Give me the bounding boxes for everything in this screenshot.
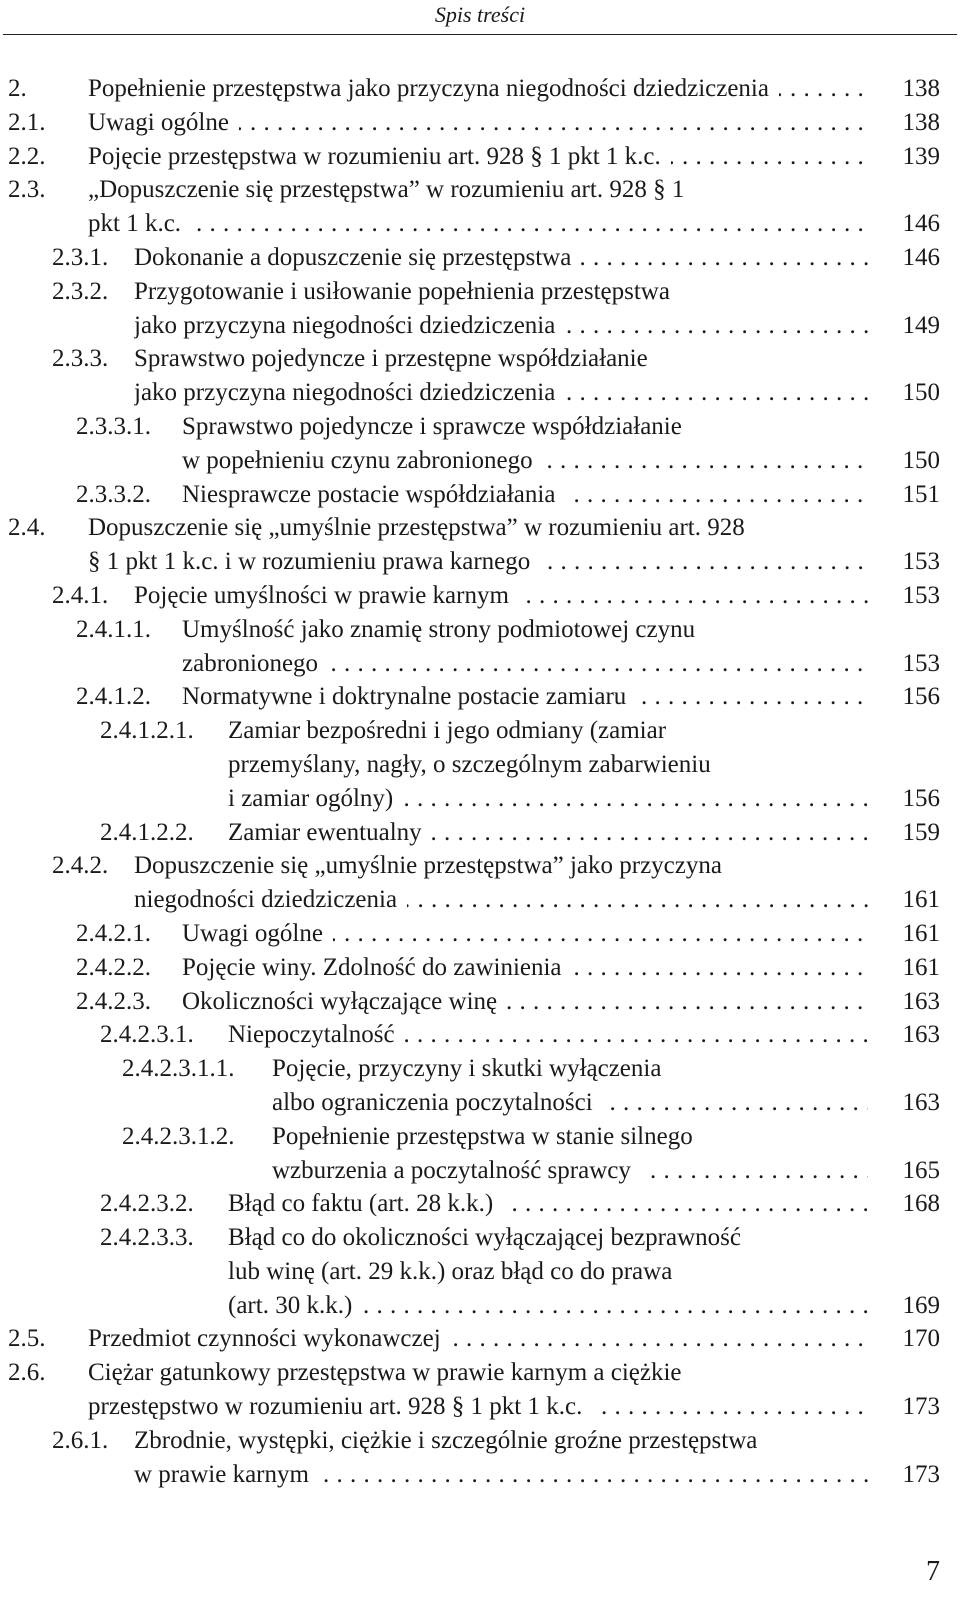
toc-entry [0, 951, 960, 985]
toc-entry-title-leader [272, 1086, 868, 1120]
toc-entry-title-text: Dokonanie a dopuszczenie się przestępstwa [134, 244, 581, 271]
toc-entry-title-leader [182, 680, 868, 714]
toc-entry-title-leader [88, 1322, 868, 1356]
toc-entry-number: 2.3. [8, 176, 46, 204]
toc-entry-title-text: Pojęcie przestępstwa w rozumieniu art. 928 § 1 pkt 1 k.c. [88, 143, 671, 170]
toc-entry-title-leader [182, 951, 868, 985]
toc-entry-title [228, 1255, 672, 1289]
toc-entry-number: 2.5. [8, 1325, 46, 1353]
toc-entry-title-leader [228, 1289, 868, 1323]
toc-entry-line [0, 72, 960, 106]
toc-entry-title-leader [88, 1390, 868, 1424]
toc-entry-title-leader [228, 1018, 868, 1052]
toc-entry [0, 816, 960, 850]
toc-entry-number: 2.4.2.3.3. [100, 1224, 194, 1252]
toc-entry-line [0, 1458, 960, 1492]
toc-entry-page: 146 [902, 210, 940, 238]
toc-entry-line [0, 1322, 960, 1356]
toc-entry-title-text: Dopuszczenie się „umyślnie przestępstwa” jako przyczyna [134, 852, 722, 880]
toc-entry-title-leader [134, 309, 868, 343]
toc-entry-title-text: Normatywne i doktrynalne postacie zamiaru [182, 683, 636, 710]
toc-entry-title-text: Uwagi ogólne [182, 920, 333, 947]
toc-entry-title [272, 1052, 661, 1086]
toc-entry-title-text: Zamiar ewentualny [228, 819, 432, 846]
toc-entry-line [0, 444, 960, 478]
toc-entry-title [134, 342, 648, 376]
toc-entry [0, 985, 960, 1019]
toc-entry-page: 161 [902, 953, 940, 981]
toc-entry-line [0, 647, 960, 681]
toc-entry [0, 579, 960, 613]
toc-entry [0, 72, 960, 106]
toc-entry-title-text: Popełnienie przestępstwa w stanie silnego [272, 1122, 693, 1150]
toc-entry-number: 2.3.2. [52, 277, 109, 305]
toc-entry-title-text: Zamiar bezpośredni i jego odmiany (zamiar [228, 717, 667, 745]
toc-entry-number: 2.4.2.1. [76, 919, 151, 947]
toc-entry-page: 139 [902, 142, 940, 170]
toc-entry-title-leader [134, 376, 868, 410]
toc-entry-title-text: i zamiar ogólny) [228, 785, 403, 812]
toc-entry-number: 2.6.1. [52, 1426, 109, 1454]
toc-entry-page: 173 [902, 1460, 940, 1488]
toc-entry-line [0, 1086, 960, 1120]
toc-entry-line [0, 917, 960, 951]
toc-entry-page: 151 [902, 480, 940, 508]
toc-entry [0, 917, 960, 951]
toc-entry-number: 2.6. [8, 1359, 46, 1387]
toc-entry-page: 150 [902, 446, 940, 474]
toc-entry-page: 161 [902, 919, 940, 947]
toc-entry-title-leader [134, 883, 868, 917]
toc-entry-line [0, 1424, 960, 1458]
toc-entry-title-text: Dopuszczenie się „umyślnie przestępstwa” w rozumieniu art. 928 [88, 514, 745, 542]
toc-entry-title-leader [228, 782, 868, 816]
toc-entry-number: 2.4.1. [52, 581, 109, 609]
toc-entry-title-text: Pojęcie winy. Zdolność do zawinienia [182, 954, 572, 981]
toc-entry-title-text: albo ograniczenia poczytalności [272, 1089, 603, 1116]
toc-entry [0, 478, 960, 512]
header-divider [3, 34, 957, 35]
toc-entry-title-text: Przygotowanie i usiłowanie popełnienia przestępstwa [134, 277, 670, 305]
toc-entry-title-text: Sprawstwo pojedyncze i przestępne współdziałanie [134, 345, 648, 373]
toc-entry-title-leader [88, 207, 868, 241]
toc-entry-title-leader [134, 241, 868, 275]
toc-entry-title [88, 1356, 682, 1390]
toc-entry-title [228, 714, 666, 748]
toc-entry-title-text: Błąd co do okoliczności wyłączającej bezprawność [228, 1224, 741, 1252]
toc-entry-title-leader [182, 917, 868, 951]
toc-entry-number: 2.3.3.1. [76, 412, 151, 440]
toc-entry-title-leader [228, 1187, 868, 1221]
toc-entry-title-text: Niepoczytalność [228, 1021, 405, 1048]
toc-entry-page: 163 [902, 987, 940, 1015]
toc-entry-title [228, 1221, 741, 1255]
toc-entry-line [0, 1289, 960, 1323]
toc-entry [0, 1052, 960, 1120]
toc-entry-title-leader [88, 545, 868, 579]
toc-entry-title-text: w popełnieniu czynu zabronionego [182, 447, 543, 474]
toc-entry-title-text: niegodności dziedziczenia [134, 886, 407, 913]
toc-entry-title-leader [182, 647, 868, 681]
toc-entry-line [0, 1356, 960, 1390]
toc-entry [0, 680, 960, 714]
toc-entry-line [0, 1221, 960, 1255]
toc-entry-page: 138 [902, 108, 940, 136]
toc-entry-number: 2.4.2.3.1.1. [122, 1055, 235, 1083]
toc-entry-title-text: Sprawstwo pojedyncze i sprawcze współdziałanie [182, 412, 682, 440]
toc-entry-line [0, 376, 960, 410]
toc-entry-number: 2.3.3.2. [76, 480, 151, 508]
toc-entry-title-text: Okoliczności wyłączające winę [182, 988, 507, 1015]
toc-entry [0, 511, 960, 579]
toc-entry-line [0, 883, 960, 917]
toc-entry-title-leader [272, 1154, 868, 1188]
toc-entry-page: 153 [902, 649, 940, 677]
toc-entry-title-text: Błąd co faktu (art. 28 k.k.) [228, 1190, 503, 1217]
toc-entry-number: 2.4.1.2.2. [100, 818, 194, 846]
toc-entry-title-text: Popełnienie przestępstwa jako przyczyna niegodności dziedziczenia [88, 75, 779, 102]
toc-entry [0, 1018, 960, 1052]
toc-entry-line [0, 714, 960, 748]
toc-entry [0, 173, 960, 241]
toc-entry-title-text: „Dopuszczenie się przestępstwa” w rozumieniu art. 928 § 1 [88, 176, 685, 204]
toc-entry-title-text: przemyślany, nagły, o szczególnym zabarwieniu [228, 750, 711, 778]
toc-entry-line [0, 748, 960, 782]
toc-entry-title-leader [134, 1458, 868, 1492]
toc-entry-line [0, 173, 960, 207]
toc-entry-page: 146 [902, 243, 940, 271]
toc-entry-number: 2.1. [8, 108, 46, 136]
toc-entry-page: 153 [902, 548, 940, 576]
toc-entry-line [0, 1052, 960, 1086]
toc-entry-line [0, 478, 960, 512]
toc-entry [0, 106, 960, 140]
toc-entry [0, 410, 960, 478]
toc-entry-title-leader [228, 816, 868, 850]
toc-entry-page: 156 [902, 683, 940, 711]
toc-entry [0, 241, 960, 275]
toc-entry-title-text: § 1 pkt 1 k.c. i w rozumieniu prawa karnego [88, 548, 540, 575]
toc-entry-page: 170 [902, 1325, 940, 1353]
toc-entry-title-text: Pojęcie umyślności w prawie karnym [134, 582, 519, 609]
toc-entry-line [0, 1018, 960, 1052]
toc-entry-title-text: Zbrodnie, występki, ciężkie i szczególnie groźne przestępstwa [134, 1426, 758, 1454]
toc-entry-title-text: Ciężar gatunkowy przestępstwa w prawie karnym a ciężkie [88, 1359, 682, 1387]
toc-entry-title [134, 1424, 757, 1458]
toc-entry-title [134, 275, 670, 309]
toc-entry [0, 849, 960, 917]
toc-entry [0, 1187, 960, 1221]
toc-entry-line [0, 1187, 960, 1221]
toc-entry-line [0, 241, 960, 275]
toc-entry [0, 1221, 960, 1322]
toc-entry-page: 163 [902, 1021, 940, 1049]
running-header: Spis treści [434, 2, 526, 27]
toc-entry-page: 163 [902, 1088, 940, 1116]
toc-entry-number: 2.3.3. [52, 345, 109, 373]
toc-entry [0, 1120, 960, 1188]
toc-entry-line [0, 849, 960, 883]
toc-entry-title-text: Niesprawcze postacie współdziałania [182, 481, 565, 508]
toc-entry-line [0, 545, 960, 579]
toc-entry [0, 1356, 960, 1424]
toc-entry-page: 156 [902, 784, 940, 812]
toc-entry-title-leader [88, 140, 868, 174]
toc-entry-page: 161 [902, 886, 940, 914]
toc-entry-page: 138 [902, 75, 940, 102]
toc-entry-number: 2.4.2.3. [76, 987, 151, 1015]
toc-entry-title-text: Przedmiot czynności wykonawczej [88, 1325, 451, 1352]
toc-entry [0, 342, 960, 410]
toc-entry-title [88, 173, 684, 207]
toc-entry-page: 168 [902, 1190, 940, 1218]
toc-entry-title-text: Umyślność jako znamię strony podmiotowej czynu [182, 615, 696, 643]
toc-entry-line [0, 680, 960, 714]
toc-entry-line [0, 140, 960, 174]
toc-entry-page: 153 [902, 581, 940, 609]
toc-entry-title [272, 1120, 693, 1154]
toc-entry-title-leader [134, 579, 868, 613]
toc-entry-title-text: w prawie karnym [134, 1461, 319, 1488]
toc-entry-number: 2.4.2.2. [76, 953, 151, 981]
table-of-contents [0, 72, 960, 1491]
toc-entry-title [182, 410, 682, 444]
toc-entry-line [0, 309, 960, 343]
toc-entry-page: 159 [902, 818, 940, 846]
toc-entry [0, 714, 960, 815]
toc-entry [0, 613, 960, 681]
toc-entry [0, 140, 960, 174]
toc-entry-number: 2.4.2.3.1. [100, 1021, 194, 1049]
toc-entry-number: 2.4.2.3.1.2. [122, 1122, 235, 1150]
toc-entry-title-leader [182, 985, 868, 1019]
toc-entry-page: 150 [902, 379, 940, 407]
toc-entry-title-text: przestępstwo w rozumieniu art. 928 § 1 pkt 1 k.c. [88, 1393, 592, 1420]
toc-entry-page: 165 [902, 1156, 940, 1184]
toc-entry-page: 169 [902, 1291, 940, 1319]
toc-entry-line [0, 1154, 960, 1188]
toc-entry-line [0, 106, 960, 140]
toc-entry-number: 2.4.1.2.1. [100, 717, 194, 745]
toc-entry-title-leader [88, 106, 868, 140]
toc-entry-title-leader [88, 72, 868, 106]
toc-entry-title-text: pkt 1 k.c. [88, 210, 191, 237]
toc-entry-line [0, 1390, 960, 1424]
toc-entry-title-text: Pojęcie, przyczyny i skutki wyłączenia [272, 1055, 662, 1083]
toc-entry-title [182, 613, 695, 647]
toc-entry-number: 2.4.2.3.2. [100, 1190, 194, 1218]
toc-entry-line [0, 985, 960, 1019]
toc-entry-line [0, 782, 960, 816]
toc-entry-number: 2.4.2. [52, 852, 109, 880]
toc-entry-title-text: lub winę (art. 29 k.k.) oraz błąd co do prawa [228, 1257, 673, 1285]
toc-entry-title [228, 748, 711, 782]
toc-entry-number: 2.4.1.1. [76, 615, 151, 643]
toc-entry-number: 2.4. [8, 514, 46, 542]
toc-entry-line [0, 342, 960, 376]
toc-entry-title-text: (art. 30 k.k.) [228, 1292, 362, 1319]
toc-entry-line [0, 275, 960, 309]
toc-entry-number: 2. [8, 75, 27, 102]
toc-entry-title [134, 849, 722, 883]
toc-entry-line [0, 579, 960, 613]
toc-entry-title-text: wzburzenia a poczytalność sprawcy [272, 1157, 641, 1184]
toc-entry [0, 1322, 960, 1356]
page-number: 7 [926, 1556, 940, 1587]
toc-entry-title-leader [182, 444, 868, 478]
toc-entry [0, 275, 960, 343]
toc-entry-line [0, 1255, 960, 1289]
toc-entry [0, 1424, 960, 1492]
toc-entry-title-text: jako przyczyna niegodności dziedziczenia [134, 312, 565, 339]
toc-entry-page: 149 [902, 311, 940, 339]
toc-entry-line [0, 816, 960, 850]
toc-entry-number: 2.4.1.2. [76, 683, 151, 711]
toc-entry-number: 2.2. [8, 142, 46, 170]
toc-entry-title-leader [182, 478, 868, 512]
toc-entry-line [0, 511, 960, 545]
toc-entry-line [0, 613, 960, 647]
toc-entry-page: 173 [902, 1393, 940, 1421]
toc-entry-line [0, 951, 960, 985]
toc-entry-title-text: jako przyczyna niegodności dziedziczenia [134, 379, 565, 406]
toc-entry-title [88, 511, 745, 545]
toc-entry-title-text: Uwagi ogólne [88, 109, 239, 136]
toc-entry-line [0, 410, 960, 444]
toc-entry-line [0, 1120, 960, 1154]
toc-entry-number: 2.3.1. [52, 243, 109, 271]
toc-entry-title-text: zabronionego [182, 650, 328, 677]
toc-entry-line [0, 207, 960, 241]
